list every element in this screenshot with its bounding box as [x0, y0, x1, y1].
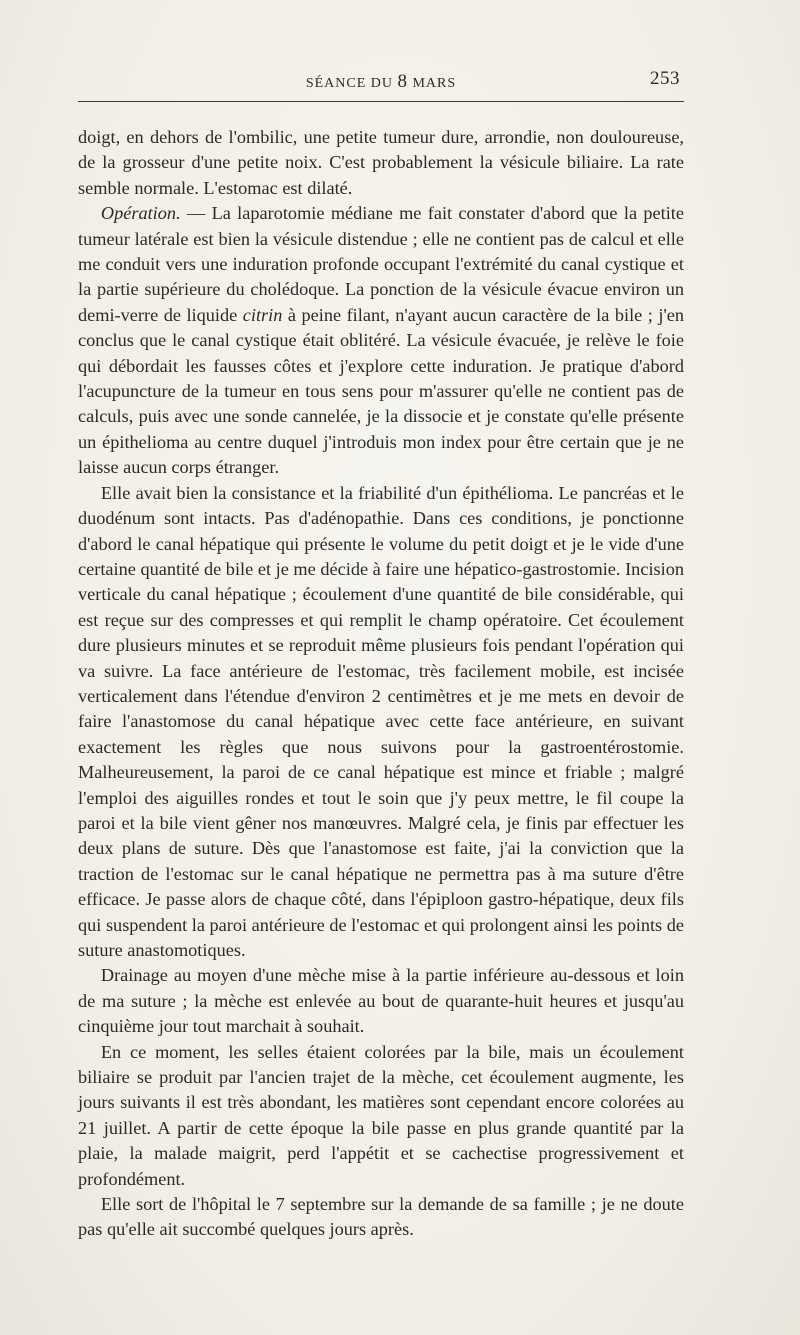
paragraph-2-text-1: La laparotomie médiane me fait constater d'abord que la petite tumeur latérale est bien la vésicule distendue ; elle ne contient pas de calcul et elle me conduit vers une induration profonde occupant l'extrémité du canal cystique et la partie supérieure du cholédoque. La ponction de la vésicule évacue environ un demi-verre de liquide [78, 203, 685, 325]
running-title-part1: SÉANCE DU [305, 76, 398, 91]
page-number: 253 [650, 68, 680, 89]
paragraph-5: En ce moment, les selles étaient colorées par la bile, mais un écoulement biliaire se produit par l'ancien trajet de la mèche, cet écoulement augmente, les jours suivants il est très abondant, les matières sont cependant encore colorées au 21 juillet. A partir de cette époque la bile passe en plus grande quantité par la plaie, la malade maigrit, perd l'appétit et se cachectise progressivement et profondément. [78, 1041, 684, 1189]
running-title-part2: MARS [407, 76, 457, 91]
citrin-italic: citrin [242, 304, 283, 325]
paragraph-3: Elle avait bien la consistance et la friabilité d'un épithélioma. Le pancréas et le duodénum sont intacts. Pas d'adénopathie. Dans ces conditions, je ponctionne d'abord le canal hépatique qui présente le volume du petit doigt et je le vide d'une certaine quantité de bile et je me décide à faire une hépatico-gastrostomie. Incision verticale du canal hépatique ; écoulement d'une quantité de bile considérable, qui est reçue sur des compresses et qui remplit le champ opératoire. Cet écoulement dure plusieurs minutes et se reproduit même plusieurs fois pendant l'opération qui va suivre. La face antérieure de l'estomac, très facilement mobile, est incisée verticalement dans l'étendue d'environ 2 centimètres et je me mets en devoir de faire l'anastomose du canal hépatique avec cette face antérieure, en suivant exactement les règles que nous suivons pour la gastroentérostomie. Malheureusement, la paroi de ce canal hépatique est mince et friable ; malgré l'emploi des aiguilles rondes et tout le soin que j'y peux mettre, le fil coupe la paroi et la bile vient gêner nos manœuvres. Malgré cela, je finis par effectuer les deux plans de suture. Dès que l'anastomose est faite, j'ai la conviction que la traction de l'estomac sur le canal hépatique ne permettra pas à ma suture d'être efficace. Je passe alors de chaque côté, dans l'épiploon gastro-hépatique, deux fils qui suspendent la paroi antérieure de l'estomac et qui prolongent ainsi les points de suture anastomotiques. [78, 482, 684, 960]
paragraph-4: Drainage au moyen d'une mèche mise à la partie inférieure au-dessous et loin de ma suture ; la mèche est enlevée au bout de quarante-huit heures et jusqu'au cinquième jour tout marchait à souhait. [78, 965, 684, 1037]
header-rule [78, 101, 684, 102]
page-header [78, 68, 684, 98]
operation-label: Opération. [100, 203, 181, 224]
paragraph-2-text-2: à peine filant, n'ayant aucun caractère de la bile ; j'en conclus que le canal cystique était oblitéré. La vésicule évacuée, je relève le foie qui débordait les fausses côtes et j'explore cette induration. Je pratique d'abord l'acupuncture de la tumeur en tous sens pour m'assurer qu'elle ne contient pas de calculs, puis avec une sonde cannelée, je la dissocie et je constate qu'elle présente un épithelioma au centre duquel j'introduis mon index pour être certain que je ne laisse aucun corps étranger. [78, 304, 684, 478]
paragraph-1: doigt, en dehors de l'ombilic, une petite tumeur dure, arrondie, non douloureuse, de la grosseur d'une petite noix. C'est probablement la vésicule biliaire. La rate semble normale. L'estomac est dilaté. [78, 127, 684, 198]
operation-dash: — [180, 203, 212, 224]
paragraph-6: Elle sort de l'hôpital le 7 septembre sur la demande de sa famille ; je ne doute pas qu'elle ait succombé quelques jours après. [78, 1194, 684, 1240]
running-title [78, 71, 684, 93]
running-title-number: 8 [397, 71, 408, 92]
paragraph-2 [78, 201, 684, 480]
body-text [78, 125, 684, 1243]
